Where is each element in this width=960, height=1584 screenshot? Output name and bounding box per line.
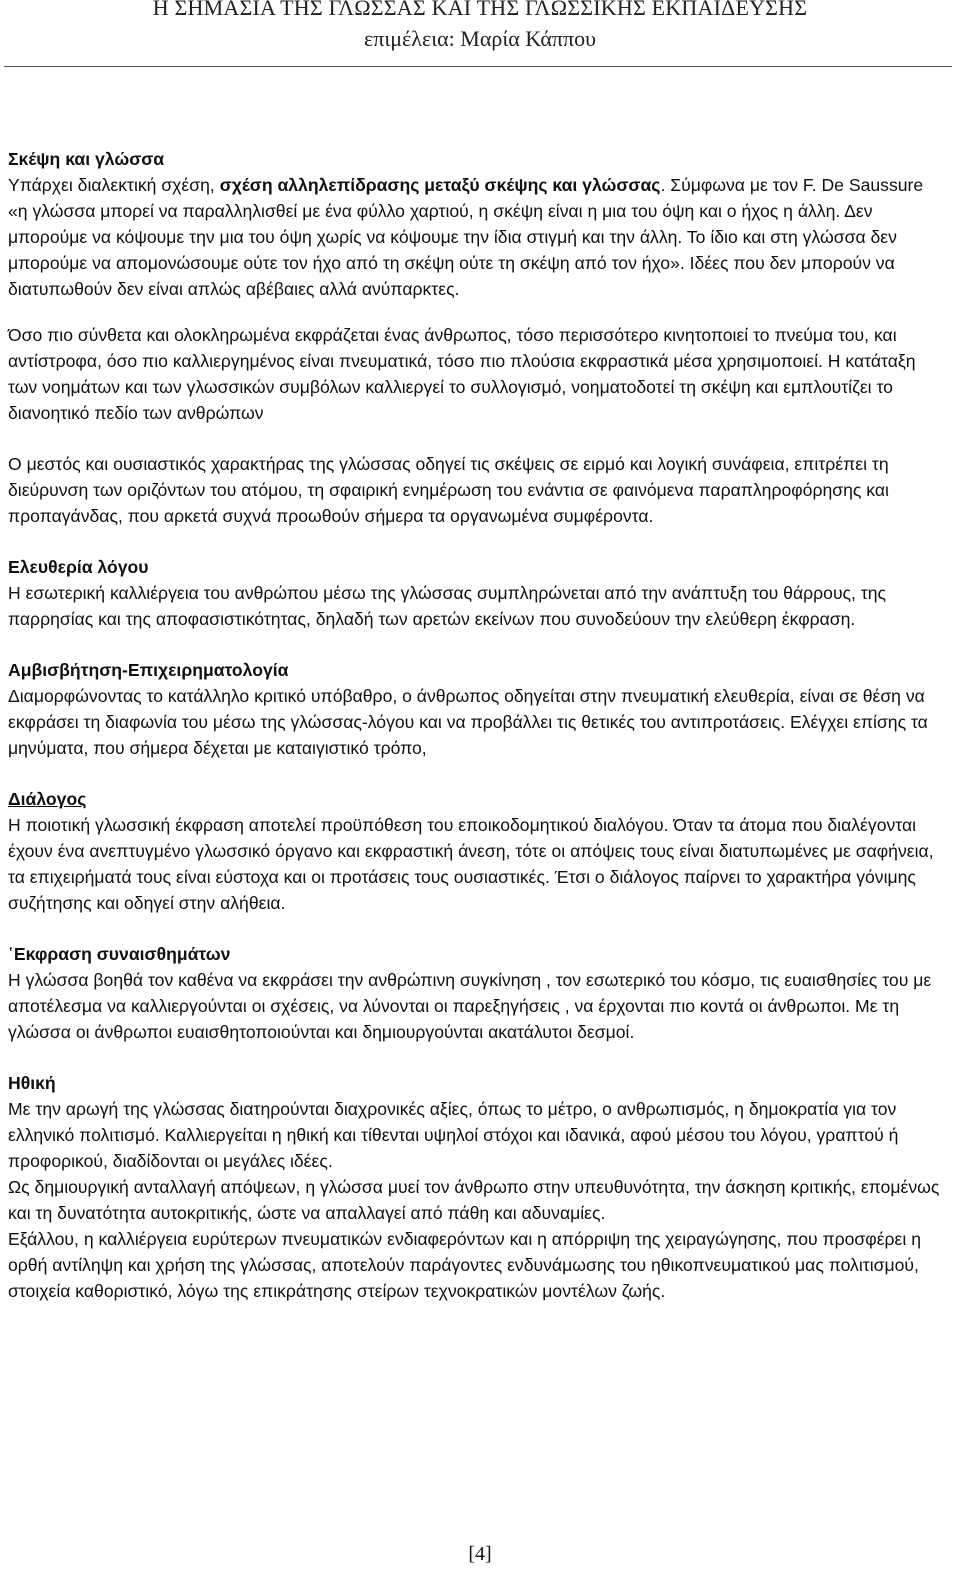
paragraph: Με την αρωγή της γλώσσας διατηρούνται διαχρονικές αξίες, όπως το μέτρο, ο ανθρωπισμός, η δημοκρατία για τον ελληνικό πολιτισμό. Καλλιεργείται η ηθική και τίθενται υψηλοί στόχοι και ιδανικά, αφού μέσου του λόγου, γραπτού ή προφορικού, διαδίδονται οι μεγάλες ιδέες. bbox=[8, 1099, 899, 1171]
section-heading: Αμβισβήτηση-Επιχειρηματολογία bbox=[8, 660, 289, 680]
document-subtitle: επιμέλεια: Μαρία Κάππου bbox=[364, 26, 596, 51]
page-number: [4] bbox=[468, 1543, 492, 1565]
section-dialogue bbox=[8, 786, 942, 916]
paragraph: Ως δημιουργική ανταλλαγή απόψεων, η γλώσσα μυεί τον άνθρωπο στην υπευθυνότητα, την άσκηση κριτικής, επομένως και τη δυνατότητα αυτοκριτικής, ώστε να απαλλαγεί από πάθη και αδυναμίες. bbox=[8, 1177, 940, 1223]
paragraph-text: Υπάρχει διαλεκτική σχέση, bbox=[8, 175, 220, 195]
paragraph: Ο μεστός και ουσιαστικός χαρακτήρας της γλώσσας οδηγεί τις σκέψεις σε ειρμό και λογική συνάφεια, επιτρέπει τη διεύρυνση των οριζόντων του ατόμου, τη σφαιρική ενημέρωση του ενάντια σε φαινόμενα παραπληροφόρησης και προπαγάνδας, που αρκετά συχνά προωθούν σήμερα τα οργανωμένα συμφέροντα. bbox=[8, 454, 889, 526]
section-freedom-of-speech bbox=[8, 554, 942, 632]
section-thought-language bbox=[8, 146, 942, 302]
section-thought-paragraph-2 bbox=[8, 322, 942, 426]
paragraph: Διαμορφώνοντας το κατάλληλο κριτικό υπόβαθρο, ο άνθρωπος οδηγείται στην πνευματική ελευθερία, είναι σε θέση να εκφράσει τη διαφωνία του μέσω της γλώσσας-λόγου και να προβάλλει τις θετικές του αντιπροτάσεις. Ελέγχει επίσης τα μηνύματα, που σήμερα δέχεται με καταιγιστικό τρόπο, bbox=[8, 686, 928, 758]
page-header bbox=[0, 0, 960, 53]
section-argumentation bbox=[8, 657, 942, 761]
paragraph: Η εσωτερική καλλιέργεια του ανθρώπου μέσω της γλώσσας συμπληρώνεται από την ανάπτυξη του θάρρους, της παρρησίας και της αποφασιστικότητας, δηλαδή των αρετών εκείνων που συνοδεύουν την ελεύθερη έκφραση. bbox=[8, 583, 887, 629]
document-body bbox=[8, 146, 942, 1329]
section-heading: Σκέψη και γλώσσα bbox=[8, 149, 165, 169]
document-title: Η ΣΗΜΑΣΙΑ ΤΗΣ ΓΛΩΣΣΑΣ ΚΑΙ ΤΗΣ ΓΛΩΣΣΙΚΗΣ ΕΚΠΑΙΔΕΥΣΗΣ bbox=[152, 0, 808, 20]
paragraph: Η γλώσσα βοηθά τον καθένα να εκφράσει την ανθρώπινη συγκίνηση , τον εσωτερικό του κόσμο, τις ευαισθησίες του με αποτέλεσμα να καλλιεργούνται οι σχέσεις, να λύνονται οι παρεξηγήσεις , να έρχονται πιο κοντά οι άνθρωποι. Με τη γλώσσα οι άνθρωποι ευαισθητοποιούνται και δημιουργούνται ακατάλυτοι δεσμοί. bbox=[8, 970, 932, 1042]
section-ethics bbox=[8, 1070, 942, 1304]
paragraph: Όσο πιο σύνθετα και ολοκληρωμένα εκφράζεται ένας άνθρωπος, τόσο περισσότερο κινητοποιεί το πνεύμα του, και αντίστροφα, όσο πιο καλλιεργημένος είναι πνευματικά, τόσο πιο πλούσια εκφραστικά μέσα χρησιμοποιεί. Η κατάταξη των νοημάτων και των γλωσσικών συμβόλων καλλιεργεί το συλλογισμό, νοηματοδοτεί τη σκέψη και εμπλουτίζει το διανοητικό πεδίο των ανθρώπων bbox=[8, 325, 916, 423]
emphasis-text: σχέση αλληλεπίδρασης μεταξύ σκέψης και γλώσσας bbox=[219, 175, 661, 195]
section-thought-paragraph-3 bbox=[8, 451, 942, 529]
paragraph: Η ποιοτική γλωσσική έκφραση αποτελεί προϋπόθεση του εποικοδομητικού διαλόγου. Όταν τα άτομα που διαλέγονται έχουν ένα ανεπτυγμένο γλωσσικό όργανο και εκφραστική άνεση, τότε οι απόψεις τους είναι διατυπωμένες με σαφήνεια, τα επιχειρήματά τους είναι εύστοχα και οι προτάσεις τους ουσιαστικές. Έτσι ο διάλογος παίρνει το χαρακτήρα γόνιμης συζήτησης και οδηγεί στην αλήθεια. bbox=[8, 815, 934, 913]
section-emotions bbox=[8, 941, 942, 1045]
paragraph bbox=[8, 172, 942, 302]
paragraph: Εξάλλου, η καλλιέργεια ευρύτερων πνευματικών ενδιαφερόντων και η απόρριψη της χειραγώγησης, που προσφέρει η ορθή αντίληψη και χρήση της γλώσσας, αποτελούν παράγοντες ενδυνάμωσης του ηθικοπνευματικού μας πολιτισμού, στοιχεία καθοριστικό, λόγω της επικράτησης στείρων τεχνοκρατικών μοντέλων ζωής. bbox=[8, 1229, 921, 1301]
section-heading: ῾Εκφραση συναισθημάτων bbox=[8, 944, 231, 964]
section-heading: Διάλογος bbox=[8, 789, 87, 809]
section-heading: Ηθική bbox=[8, 1073, 56, 1093]
header-divider bbox=[4, 66, 952, 67]
paragraph-text: . Σύμφωνα με τον F. De Saussure «η γλώσσα μπορεί να παραλληλισθεί με ένα φύλλο χαρτιού, η σκέψη είναι η μια του όψη και ο ήχος η άλλη. Δεν μπορούμε να κόψουμε την μια του όψη χωρίς να κόψουμε την ίδια στιγμή και την άλλη. Το ίδιο και στη γλώσσα δεν μπορούμε να απομονώσουμε ούτε τον ήχο από τη σκέψη ούτε τη σκέψη από τον ήχο». Ιδέες που δεν μπορούν να διατυπωθούν δεν είναι απλώς αβέβαιες αλλά ανύπαρκτες. bbox=[8, 175, 924, 299]
section-heading: Ελευθερία λόγου bbox=[8, 557, 149, 577]
